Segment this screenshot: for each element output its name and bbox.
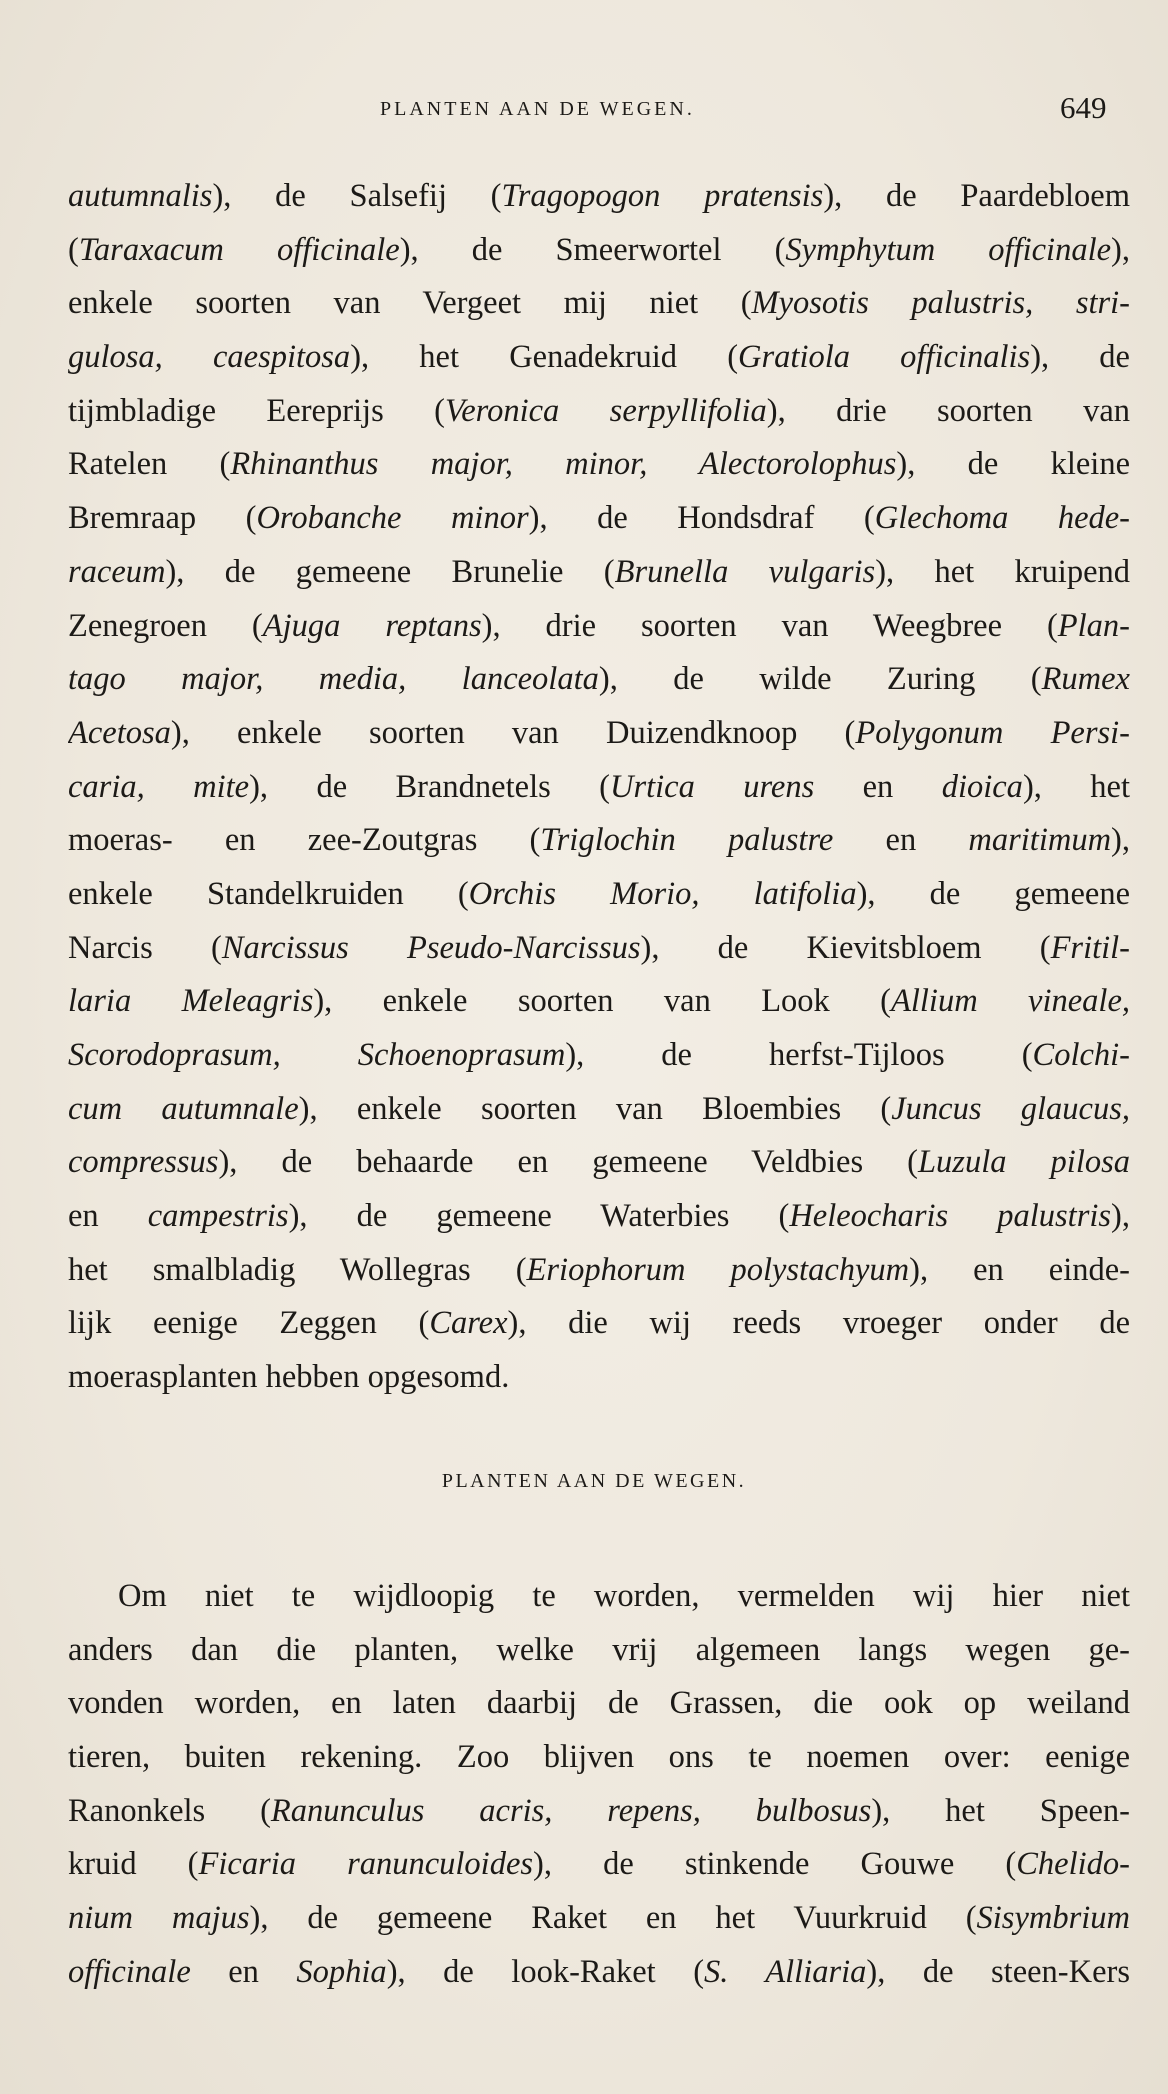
latin-name-text: caria, mite — [68, 768, 250, 805]
text-line — [68, 1785, 1130, 1839]
text-segment: Ratelen ( — [68, 446, 231, 483]
latin-name-text: Sisymbrium — [976, 1900, 1130, 1937]
latin-name-text: autumnalis — [68, 178, 213, 214]
latin-name-text: Chelido- — [1016, 1846, 1130, 1883]
text-segment: ), enkele soorten van Look ( — [313, 983, 892, 1020]
latin-name-text: Orobanche minor — [256, 500, 529, 537]
text-line — [68, 1297, 1130, 1351]
text-segment: ), de Salsefij ( — [212, 178, 502, 214]
text-segment: moeras- en zee-Zoutgras ( — [68, 822, 541, 859]
text-segment: ), de Kievitsbloem ( — [640, 929, 1051, 966]
text-line — [68, 1083, 1130, 1137]
latin-name-text: Plan- — [1057, 607, 1130, 644]
text-segment: ), enkele soorten van Duizendknoop ( — [170, 714, 856, 751]
text-segment: ( — [68, 231, 79, 268]
running-title: PLANTEN AAN DE WEGEN. — [380, 98, 695, 120]
text-segment: ), de behaarde en gemeene Veldbies ( — [218, 1144, 918, 1181]
text-segment: anders dan die planten, welke vrij algemeen langs wegen ge- — [68, 1631, 1130, 1668]
text-line — [68, 922, 1130, 976]
latin-name-text: Luzula pilosa — [917, 1144, 1130, 1181]
text-segment: ), de gemeene Raket en het Vuurkruid ( — [249, 1900, 977, 1937]
latin-name-text: Rhinanthus major, minor, Alectorolophus — [230, 446, 897, 483]
text-segment: ), de steen-Kers — [866, 1953, 1130, 1990]
text-segment: ), drie soorten van Weegbree ( — [481, 607, 1058, 644]
text-segment: tieren, buiten rekening. Zoo blijven ons te noemen over: eenige — [68, 1739, 1130, 1776]
text-segment: ), — [1111, 822, 1130, 859]
text-segment: kruid ( — [68, 1846, 199, 1883]
text-segment: ), — [1111, 1198, 1130, 1235]
text-segment: en — [190, 1953, 297, 1990]
text-segment: Ranonkels ( — [68, 1792, 271, 1829]
latin-name-text: compressus — [68, 1144, 219, 1181]
text-line — [68, 1570, 1130, 1624]
latin-name-text: Sophia — [296, 1953, 387, 1990]
latin-name-text: Ajuga reptans — [262, 607, 482, 644]
text-line — [68, 975, 1130, 1029]
text-line — [68, 1892, 1130, 1946]
text-segment: ), de look-Raket ( — [386, 1953, 705, 1990]
text-segment: enkele soorten van Vergeet mij niet ( — [68, 285, 752, 322]
text-segment: en — [68, 1198, 148, 1235]
text-line — [68, 1677, 1130, 1731]
latin-name-text: maritimum — [968, 822, 1112, 859]
latin-name-text: Rumex — [1041, 661, 1130, 698]
text-segment: Om niet te wijdloopig te worden, vermelden wij hier niet — [118, 1578, 1130, 1614]
text-segment: en — [814, 768, 942, 805]
latin-name-text: Ranunculus acris, repens, bulbosus — [270, 1792, 872, 1829]
text-segment: ), de kleine — [896, 446, 1130, 483]
text-line — [68, 868, 1130, 922]
running-head — [0, 88, 1168, 128]
section-heading: PLANTEN AAN DE WEGEN. — [441, 1470, 747, 1492]
text-line — [68, 438, 1130, 492]
latin-name-text: Heleocharis palustris — [789, 1198, 1112, 1235]
latin-name-text: Ficaria ranunculoides — [198, 1846, 534, 1883]
text-segment: vonden worden, en laten daarbij de Grassen, die ook op weiland — [68, 1685, 1130, 1722]
text-segment: ), de gemeene Waterbies ( — [288, 1198, 790, 1235]
text-line — [68, 277, 1130, 331]
latin-name-text: laria Meleagris — [68, 983, 314, 1020]
text-segment: ), de Paardebloem — [823, 178, 1130, 214]
text-line — [68, 224, 1130, 278]
body-paragraph-2 — [68, 1570, 1130, 2000]
latin-name-text: raceum — [68, 553, 166, 590]
latin-name-text: Tragopogon pratensis — [501, 178, 824, 214]
latin-name-text: dioica — [941, 768, 1023, 805]
text-segment: ), de — [1030, 339, 1130, 376]
latin-name-text: S. Alliaria — [704, 1953, 867, 1990]
text-segment: en — [833, 822, 969, 859]
latin-name-text: Triglochin palustre — [540, 822, 834, 859]
text-segment: ), de wilde Zuring ( — [598, 661, 1042, 698]
text-segment: ), die wij reeds vroeger onder de — [507, 1305, 1130, 1342]
text-segment: ), het kruipend — [875, 553, 1130, 590]
text-segment: ), de Brandnetels ( — [249, 768, 610, 805]
latin-name-text: Taraxacum officinale — [78, 231, 400, 268]
latin-name-text: Colchi- — [1032, 1037, 1130, 1073]
latin-name-text: Symphytum officinale — [785, 231, 1112, 268]
text-line — [68, 1731, 1130, 1785]
text-segment: ), de Smeerwortel ( — [399, 231, 786, 268]
text-segment: ), de gemeene Brunelie ( — [165, 553, 615, 590]
latin-name-text: Juncus glaucus, — [891, 1090, 1130, 1127]
latin-name-text: Myosotis palustris, stri- — [751, 285, 1130, 322]
text-line — [68, 546, 1130, 600]
text-segment: ), — [1111, 231, 1130, 268]
text-line — [68, 1946, 1130, 2000]
text-segment: enkele Standelkruiden ( — [68, 875, 469, 912]
text-line — [68, 814, 1130, 868]
text-line — [68, 331, 1130, 385]
latin-name-text: Gratiola officinalis — [738, 339, 1031, 376]
text-line — [68, 1136, 1130, 1190]
text-segment: ), het Genadekruid ( — [350, 339, 739, 376]
text-segment: ), drie soorten van — [766, 392, 1130, 429]
text-segment: ), de herfst-Tijloos ( — [565, 1037, 1033, 1073]
text-line — [68, 1190, 1130, 1244]
text-line — [68, 761, 1130, 815]
text-line — [68, 1838, 1130, 1892]
text-segment: ), de Hondsdraf ( — [528, 500, 875, 537]
latin-name-text: cum autumnale — [68, 1090, 299, 1127]
latin-name-text: Fritil- — [1050, 929, 1130, 966]
text-line — [68, 385, 1130, 439]
text-line — [68, 653, 1130, 707]
body-paragraph-1 — [68, 170, 1130, 1405]
text-segment: ), de gemeene — [856, 875, 1130, 912]
text-line — [68, 1351, 1130, 1405]
latin-name-text: gulosa, caespitosa — [68, 339, 351, 376]
latin-name-text: nium majus — [68, 1900, 250, 1937]
latin-name-text: Urtica urens — [609, 768, 815, 805]
latin-name-text: officinale — [68, 1953, 191, 1990]
text-segment: ), het — [1022, 768, 1130, 805]
text-segment: ), de stinkende Gouwe ( — [533, 1846, 1017, 1883]
text-segment: het smalbladig Wollegras ( — [68, 1251, 527, 1288]
text-segment: ), het Speen- — [871, 1792, 1130, 1829]
latin-name-text: Eriophorum polystachyum — [526, 1251, 910, 1288]
latin-name-text: Glechoma hede- — [874, 500, 1130, 537]
latin-name-text: Veronica serpyllifolia — [444, 392, 767, 429]
text-segment: Narcis ( — [68, 929, 222, 966]
latin-name-text: Carex — [429, 1305, 508, 1342]
latin-name-text: Acetosa — [68, 714, 171, 751]
latin-name-text: Orchis Morio, latifolia — [468, 875, 857, 912]
text-segment: ), en einde- — [909, 1251, 1130, 1288]
text-line — [68, 1029, 1130, 1083]
text-line — [68, 170, 1130, 224]
text-line — [68, 707, 1130, 761]
latin-name-text: Allium vineale, — [891, 983, 1130, 1020]
latin-name-text: Scorodoprasum, Schoenoprasum — [68, 1037, 566, 1073]
latin-name-text: tago major, media, lanceolata — [68, 661, 599, 698]
page-number: 649 — [1060, 90, 1107, 125]
text-segment: moerasplanten hebben opgesomd. — [68, 1359, 510, 1396]
text-line — [68, 600, 1130, 654]
latin-name-text: Brunella vulgaris — [614, 553, 876, 590]
text-segment: Bremraap ( — [68, 500, 257, 537]
text-line — [68, 1244, 1130, 1298]
text-line — [68, 492, 1130, 546]
text-segment: ), enkele soorten van Bloembies ( — [298, 1090, 892, 1127]
text-segment: Zenegroen ( — [68, 607, 263, 644]
latin-name-text: Polygonum Persi- — [855, 714, 1130, 751]
text-segment: lijk eenige Zeggen ( — [68, 1305, 430, 1342]
latin-name-text: Narcissus Pseudo-Narcissus — [221, 929, 641, 966]
text-line — [68, 1624, 1130, 1678]
text-segment: tijmbladige Eereprijs ( — [68, 392, 445, 429]
latin-name-text: campestris — [147, 1198, 289, 1235]
